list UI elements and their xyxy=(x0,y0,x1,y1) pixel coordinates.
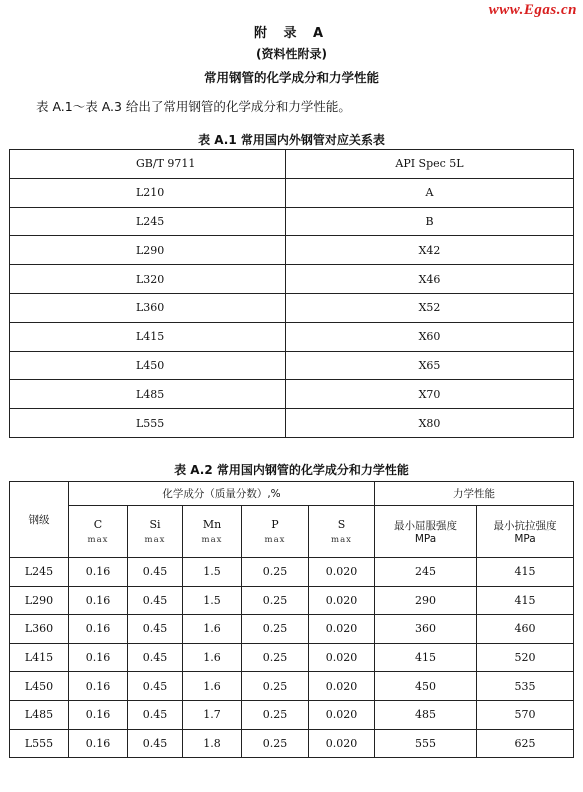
table-row xyxy=(10,380,574,409)
table1-caption: 表 A.1 常用国内外钢管对应关系表 xyxy=(198,133,385,147)
value-cell: 0.020 xyxy=(309,643,375,672)
element-limit: max xyxy=(201,535,223,545)
element-symbol: S xyxy=(337,518,346,531)
value-cell: 0.16 xyxy=(69,643,128,672)
table2-subheader-row xyxy=(10,506,574,558)
table-row xyxy=(10,672,574,701)
value-cell: 0.020 xyxy=(309,586,375,615)
mech-unit: MPa xyxy=(514,533,536,545)
value-cell: 1.5 xyxy=(183,558,242,587)
element-header-s xyxy=(309,506,375,558)
gb-grade-cell: L290 xyxy=(10,236,286,265)
appendix-title: 附 录 A xyxy=(253,26,330,41)
value-cell: 0.16 xyxy=(69,672,128,701)
gb-grade-cell: L320 xyxy=(10,265,286,294)
steel-correspondence-table xyxy=(9,149,574,438)
table-row xyxy=(10,265,574,294)
value-cell: 625 xyxy=(477,729,574,758)
value-cell: 0.16 xyxy=(69,729,128,758)
value-cell: 1.6 xyxy=(183,615,242,644)
element-symbol: P xyxy=(271,518,279,531)
chemical-mechanical-table xyxy=(9,481,574,758)
intro-paragraph: 表 A.1～表 A.3 给出了常用钢管的化学成分和力学性能。 xyxy=(36,99,351,114)
value-cell: 0.16 xyxy=(69,615,128,644)
api-grade-cell: B xyxy=(286,207,574,236)
mech-label: 最小抗拉强度 xyxy=(493,520,557,532)
value-cell: 450 xyxy=(375,672,477,701)
grade-cell: L450 xyxy=(10,672,69,701)
value-cell: 0.45 xyxy=(128,729,183,758)
gb-grade-cell: L245 xyxy=(10,207,286,236)
min-tensile-strength-header xyxy=(477,506,574,558)
table-row xyxy=(10,322,574,351)
element-limit: max xyxy=(144,535,166,545)
grade-cell: L360 xyxy=(10,615,69,644)
value-cell: 0.16 xyxy=(69,586,128,615)
value-cell: 0.16 xyxy=(69,558,128,587)
value-cell: 1.5 xyxy=(183,586,242,615)
table-row xyxy=(10,558,574,587)
value-cell: 0.25 xyxy=(242,558,309,587)
value-cell: 0.25 xyxy=(242,672,309,701)
value-cell: 0.020 xyxy=(309,558,375,587)
element-symbol: C xyxy=(93,518,103,531)
table-row xyxy=(10,409,574,438)
gb-grade-cell: L485 xyxy=(10,380,286,409)
table-row xyxy=(10,729,574,758)
value-cell: 0.25 xyxy=(242,700,309,729)
value-cell: 245 xyxy=(375,558,477,587)
value-cell: 1.6 xyxy=(183,672,242,701)
gb-grade-cell: L360 xyxy=(10,293,286,322)
chem-composition-header: 化学成分（质量分数）,% xyxy=(69,482,375,506)
value-cell: 0.45 xyxy=(128,643,183,672)
api-grade-cell: A xyxy=(286,178,574,207)
value-cell: 485 xyxy=(375,700,477,729)
table-row xyxy=(10,293,574,322)
value-cell: 0.020 xyxy=(309,729,375,758)
value-cell: 555 xyxy=(375,729,477,758)
element-limit: max xyxy=(331,535,352,545)
min-yield-strength-header xyxy=(375,506,477,558)
value-cell: 0.45 xyxy=(128,672,183,701)
gb-standard-header: GB/T 9711 xyxy=(10,150,286,179)
element-header-mn xyxy=(183,506,242,558)
value-cell: 460 xyxy=(477,615,574,644)
gb-grade-cell: L555 xyxy=(10,409,286,438)
element-header-c xyxy=(69,506,128,558)
grade-cell: L415 xyxy=(10,643,69,672)
mech-label: 最小屈服强度 xyxy=(394,520,458,532)
grade-cell: L555 xyxy=(10,729,69,758)
element-limit: max xyxy=(87,535,109,545)
value-cell: 520 xyxy=(477,643,574,672)
table-row xyxy=(10,643,574,672)
value-cell: 415 xyxy=(375,643,477,672)
mech-properties-header: 力学性能 xyxy=(375,482,574,506)
mech-unit: MPa xyxy=(414,533,437,545)
element-header-p xyxy=(242,506,309,558)
table2-caption: 表 A.2 常用国内钢管的化学成分和力学性能 xyxy=(174,463,409,477)
value-cell: 290 xyxy=(375,586,477,615)
table-row xyxy=(10,351,574,380)
value-cell: 0.45 xyxy=(128,558,183,587)
appendix-nature: (资料性附录) xyxy=(256,47,327,61)
value-cell: 0.020 xyxy=(309,672,375,701)
value-cell: 1.6 xyxy=(183,643,242,672)
api-grade-cell: X60 xyxy=(286,322,574,351)
value-cell: 570 xyxy=(477,700,574,729)
value-cell: 0.25 xyxy=(242,729,309,758)
gb-grade-cell: L415 xyxy=(10,322,286,351)
value-cell: 0.45 xyxy=(128,586,183,615)
appendix-heading: 常用钢管的化学成分和力学性能 xyxy=(203,70,379,85)
table-row xyxy=(10,178,574,207)
table-row xyxy=(10,236,574,265)
element-symbol: Mn xyxy=(202,518,222,531)
table-row xyxy=(10,700,574,729)
value-cell: 0.25 xyxy=(242,615,309,644)
api-grade-cell: X65 xyxy=(286,351,574,380)
value-cell: 0.45 xyxy=(128,700,183,729)
table-row xyxy=(10,615,574,644)
grade-cell: L485 xyxy=(10,700,69,729)
value-cell: 535 xyxy=(477,672,574,701)
api-grade-cell: X42 xyxy=(286,236,574,265)
element-limit: max xyxy=(264,535,286,545)
grade-cell: L245 xyxy=(10,558,69,587)
value-cell: 0.45 xyxy=(128,615,183,644)
value-cell: 1.7 xyxy=(183,700,242,729)
api-grade-cell: X80 xyxy=(286,409,574,438)
value-cell: 415 xyxy=(477,586,574,615)
table2-header-row xyxy=(10,482,574,506)
table-row xyxy=(10,207,574,236)
value-cell: 0.25 xyxy=(242,586,309,615)
value-cell: 0.16 xyxy=(69,700,128,729)
api-grade-cell: X46 xyxy=(286,265,574,294)
value-cell: 360 xyxy=(375,615,477,644)
api-grade-cell: X70 xyxy=(286,380,574,409)
value-cell: 0.020 xyxy=(309,615,375,644)
value-cell: 0.25 xyxy=(242,643,309,672)
api-grade-cell: X52 xyxy=(286,293,574,322)
value-cell: 1.8 xyxy=(183,729,242,758)
element-header-si xyxy=(128,506,183,558)
table-row xyxy=(10,586,574,615)
gb-grade-cell: L450 xyxy=(10,351,286,380)
grade-header: 钢级 xyxy=(10,482,69,558)
value-cell: 415 xyxy=(477,558,574,587)
value-cell: 0.020 xyxy=(309,700,375,729)
gb-grade-cell: L210 xyxy=(10,178,286,207)
api-standard-header: API Spec 5L xyxy=(286,150,574,179)
element-symbol: Si xyxy=(149,518,161,531)
table1-header-row xyxy=(10,150,574,179)
watermark: www.Egas.cn xyxy=(488,2,577,18)
grade-cell: L290 xyxy=(10,586,69,615)
